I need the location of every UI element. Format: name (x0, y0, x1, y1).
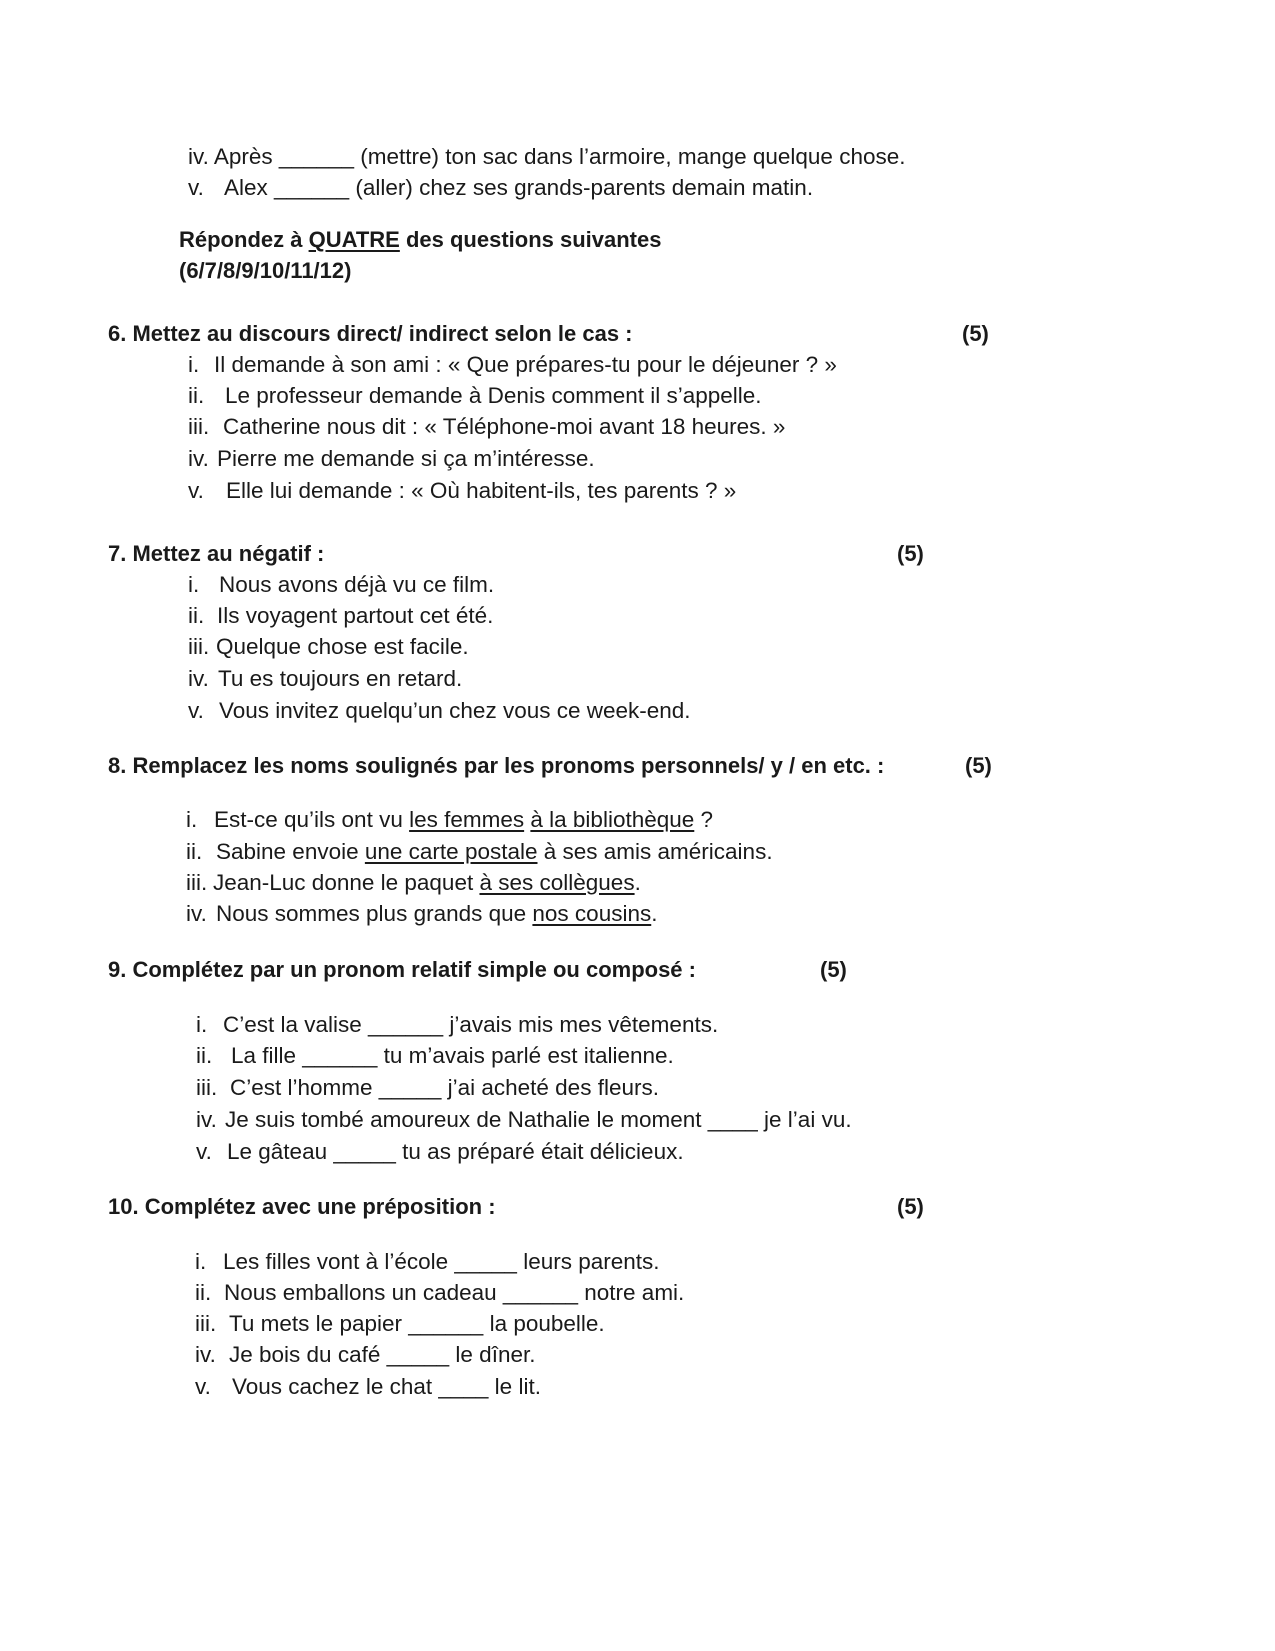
item-text: Les filles vont à l’école _____ leurs parents. (223, 1249, 660, 1274)
item-number: iv. (195, 1342, 216, 1367)
item-number: i. (195, 1249, 207, 1274)
question-6-points: (5) (962, 321, 989, 346)
list-item (195, 1341, 535, 1369)
list-item (186, 838, 773, 866)
item-text: à ses amis américains. (537, 839, 773, 864)
item-number: v. (196, 1139, 212, 1164)
item-text: Est-ce qu’ils ont vu (214, 807, 410, 832)
list-item (195, 1373, 541, 1401)
list-item (188, 143, 906, 171)
item-text: Vous invitez quelqu’un chez vous ce week-end. (219, 698, 691, 723)
list-item (188, 445, 595, 473)
list-item (195, 1279, 684, 1307)
item-text: Catherine nous dit : « Téléphone-moi avant 18 heures. » (223, 414, 786, 439)
underlined-noun: à ses collègues (479, 870, 635, 895)
item-text: C’est la valise ______ j’avais mis mes vêtements. (223, 1012, 719, 1037)
item-text: Sabine envoie (216, 839, 365, 864)
item-number: v. (195, 1374, 211, 1399)
item-number: ii. (195, 1280, 212, 1305)
item-text: Tu mets le papier ______ la poubelle. (229, 1311, 605, 1336)
item-number: iv. (196, 1107, 217, 1132)
item-number: ii. (186, 839, 203, 864)
item-text: Je bois du café _____ le dîner. (229, 1342, 536, 1367)
list-item (196, 1042, 674, 1070)
item-text: Il demande à son ami : « Que prépares-tu pour le déjeuner ? » (214, 352, 837, 377)
question-10-title: 10. Complétez avec une préposition : (108, 1194, 496, 1219)
item-text: . (634, 870, 641, 895)
question-6-title: 6. Mettez au discours direct/ indirect selon le cas : (108, 321, 633, 346)
instruction-emphasis: QUATRE (308, 227, 400, 252)
item-number: i. (196, 1012, 208, 1037)
item-text: Le gâteau _____ tu as préparé était délicieux. (227, 1139, 684, 1164)
item-number: v. (188, 478, 204, 503)
list-item (188, 602, 493, 630)
item-number: iv. (188, 666, 209, 691)
question-9-title: 9. Complétez par un pronom relatif simple ou composé : (108, 957, 696, 982)
list-item (195, 1310, 605, 1338)
list-item (188, 571, 494, 599)
item-text: Nous sommes plus grands que (216, 901, 533, 926)
question-8-title: 8. Remplacez les noms soulignés par les pronoms personnels/ y / en etc. : (108, 753, 885, 778)
item-number: i. (186, 807, 198, 832)
item-text: Alex ______ (aller) chez ses grands-parents demain matin. (224, 175, 814, 200)
list-item (188, 413, 785, 441)
question-7-title: 7. Mettez au négatif : (108, 541, 325, 566)
instruction-text: des questions suivantes (399, 227, 662, 252)
item-number: iii. (188, 414, 210, 439)
item-number: iii. (196, 1075, 218, 1100)
item-number: ii. (196, 1043, 213, 1068)
list-item (196, 1106, 852, 1134)
item-text: Tu es toujours en retard. (218, 666, 463, 691)
item-text: Nous emballons un cadeau ______ notre ami. (224, 1280, 685, 1305)
question-7-points: (5) (897, 541, 924, 566)
item-text: Après ______ (mettre) ton sac dans l’armoire, mange quelque chose. (213, 144, 906, 169)
list-item (188, 174, 813, 202)
list-item (195, 1248, 660, 1276)
list-item (188, 633, 469, 661)
item-text: Vous cachez le chat ____ le lit. (232, 1374, 541, 1399)
list-item (188, 477, 736, 505)
item-number: ii. (188, 603, 205, 628)
item-number: iii. (188, 634, 210, 659)
list-item (196, 1011, 718, 1039)
list-item (186, 806, 713, 834)
underlined-noun: à la bibliothèque (530, 807, 695, 832)
item-number: iii. (195, 1311, 217, 1336)
underlined-noun: une carte postale (364, 839, 538, 864)
item-text: Jean-Luc donne le paquet (213, 870, 480, 895)
item-text: Pierre me demande si ça m’intéresse. (217, 446, 595, 471)
question-9-points: (5) (820, 957, 847, 982)
item-text: Nous avons déjà vu ce film. (219, 572, 495, 597)
item-text: Le professeur demande à Denis comment il s’appelle. (225, 383, 762, 408)
instruction-text: Répondez à (179, 227, 309, 252)
list-item (186, 869, 641, 897)
item-number: iv. (186, 901, 207, 926)
item-text: C’est l’homme _____ j’ai acheté des fleurs. (230, 1075, 659, 1100)
item-number: v. (188, 175, 204, 200)
instruction-question-list: (6/7/8/9/10/11/12) (179, 258, 352, 283)
list-item (188, 697, 691, 725)
item-number: i. (188, 352, 200, 377)
instruction-line (179, 226, 661, 254)
item-number: v. (188, 698, 204, 723)
item-number: iv. (188, 446, 209, 471)
question-8-points: (5) (965, 753, 992, 778)
list-item (196, 1138, 684, 1166)
item-text: . (651, 901, 658, 926)
list-item (188, 665, 462, 693)
item-text: Quelque chose est facile. (216, 634, 469, 659)
item-text: Ils voyagent partout cet été. (217, 603, 494, 628)
underlined-noun: nos cousins (532, 901, 652, 926)
item-number: ii. (188, 383, 205, 408)
item-text: La fille ______ tu m’avais parlé est italienne. (231, 1043, 674, 1068)
list-item (186, 900, 658, 928)
item-text: ? (694, 807, 714, 832)
underlined-noun: les femmes (409, 807, 525, 832)
list-item (188, 382, 762, 410)
item-text: Je suis tombé amoureux de Nathalie le moment ____ je l’ai vu. (225, 1107, 852, 1132)
item-text: Elle lui demande : « Où habitent-ils, tes parents ? » (226, 478, 737, 503)
item-number: iii. (186, 870, 208, 895)
question-10-points: (5) (897, 1194, 924, 1219)
item-number: i. (188, 572, 200, 597)
list-item (196, 1074, 659, 1102)
list-item (188, 351, 837, 379)
item-number: iv. (188, 144, 209, 169)
